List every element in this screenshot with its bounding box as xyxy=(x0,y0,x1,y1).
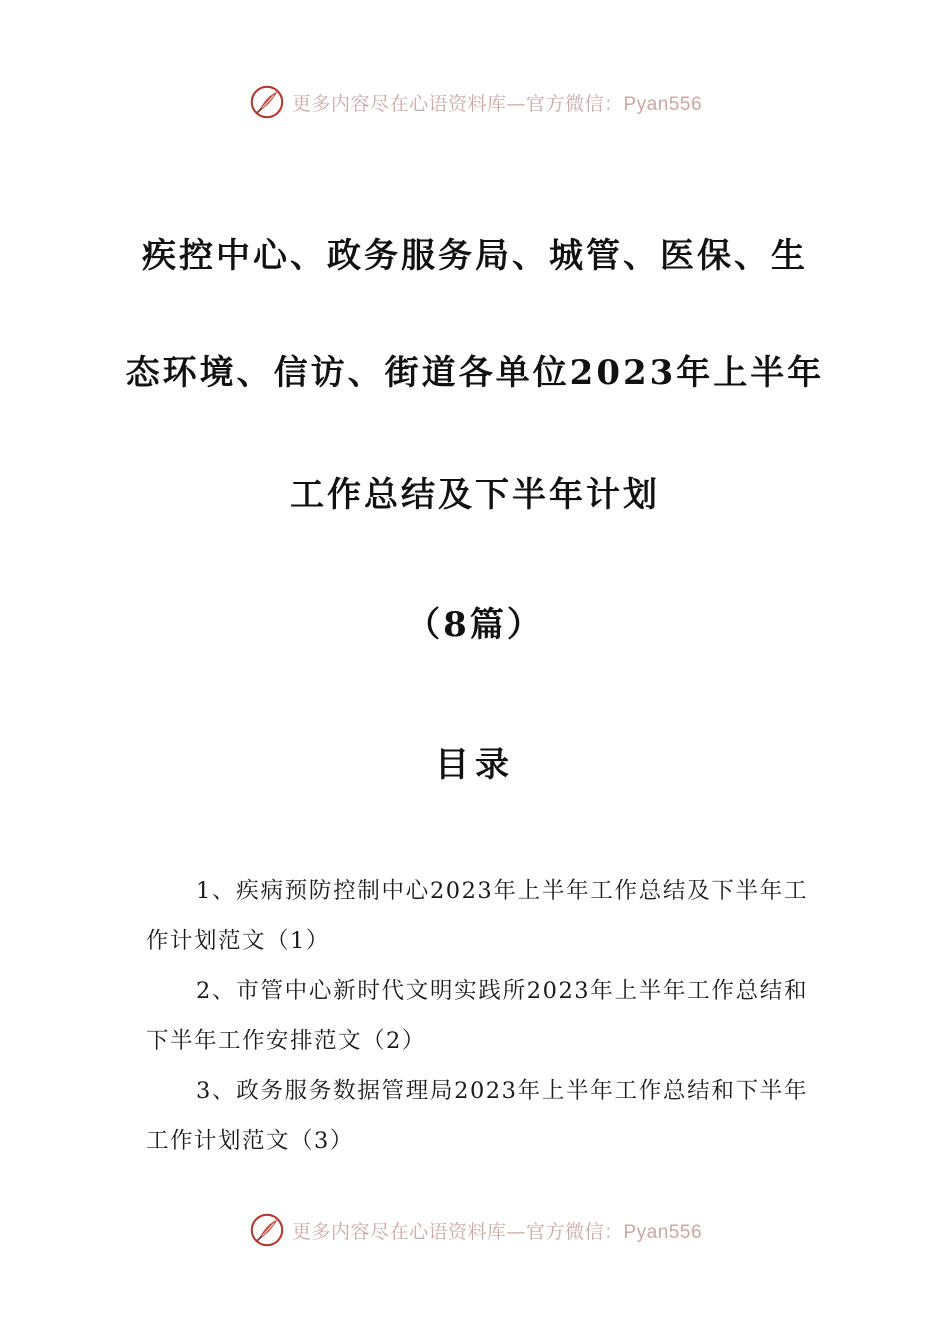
toc-item-2[interactable]: 2、市管中心新时代文明实践所2023年上半年工作总结和下半年工作安排范文（2） xyxy=(146,978,808,1054)
toc-heading: 目录 xyxy=(435,745,515,785)
toc-item-1[interactable]: 1、疾病预防控制中心2023年上半年工作总结及下半年工作计划范文（1） xyxy=(146,878,808,954)
document-title-line-3: 工作总结及下半年计划 xyxy=(290,475,660,515)
watermark-wechat-id: Pyan556 xyxy=(623,1221,703,1243)
feather-pen-logo-icon xyxy=(248,1211,286,1249)
watermark-banner-bottom xyxy=(0,1208,950,1252)
toc-item-3[interactable]: 3、政务服务数据管理局2023年上半年工作总结和下半年工作计划范文（3） xyxy=(146,1078,808,1154)
watermark-text: 更多内容尽在心语资料库—官方微信：Pyan556 xyxy=(291,92,703,115)
feather-pen-logo-icon xyxy=(248,83,286,121)
table-of-contents xyxy=(146,866,808,1166)
document-title-count: （8篇） xyxy=(406,605,544,645)
watermark-banner-top xyxy=(0,80,950,124)
watermark-wechat-id: Pyan556 xyxy=(623,93,703,115)
document-title-line-1: 疾控中心、政务服务局、城管、医保、生 xyxy=(142,236,808,276)
document-title-line-2: 态环境、信访、街道各单位2023年上半年 xyxy=(125,353,825,393)
watermark-text: 更多内容尽在心语资料库—官方微信：Pyan556 xyxy=(291,1220,703,1243)
